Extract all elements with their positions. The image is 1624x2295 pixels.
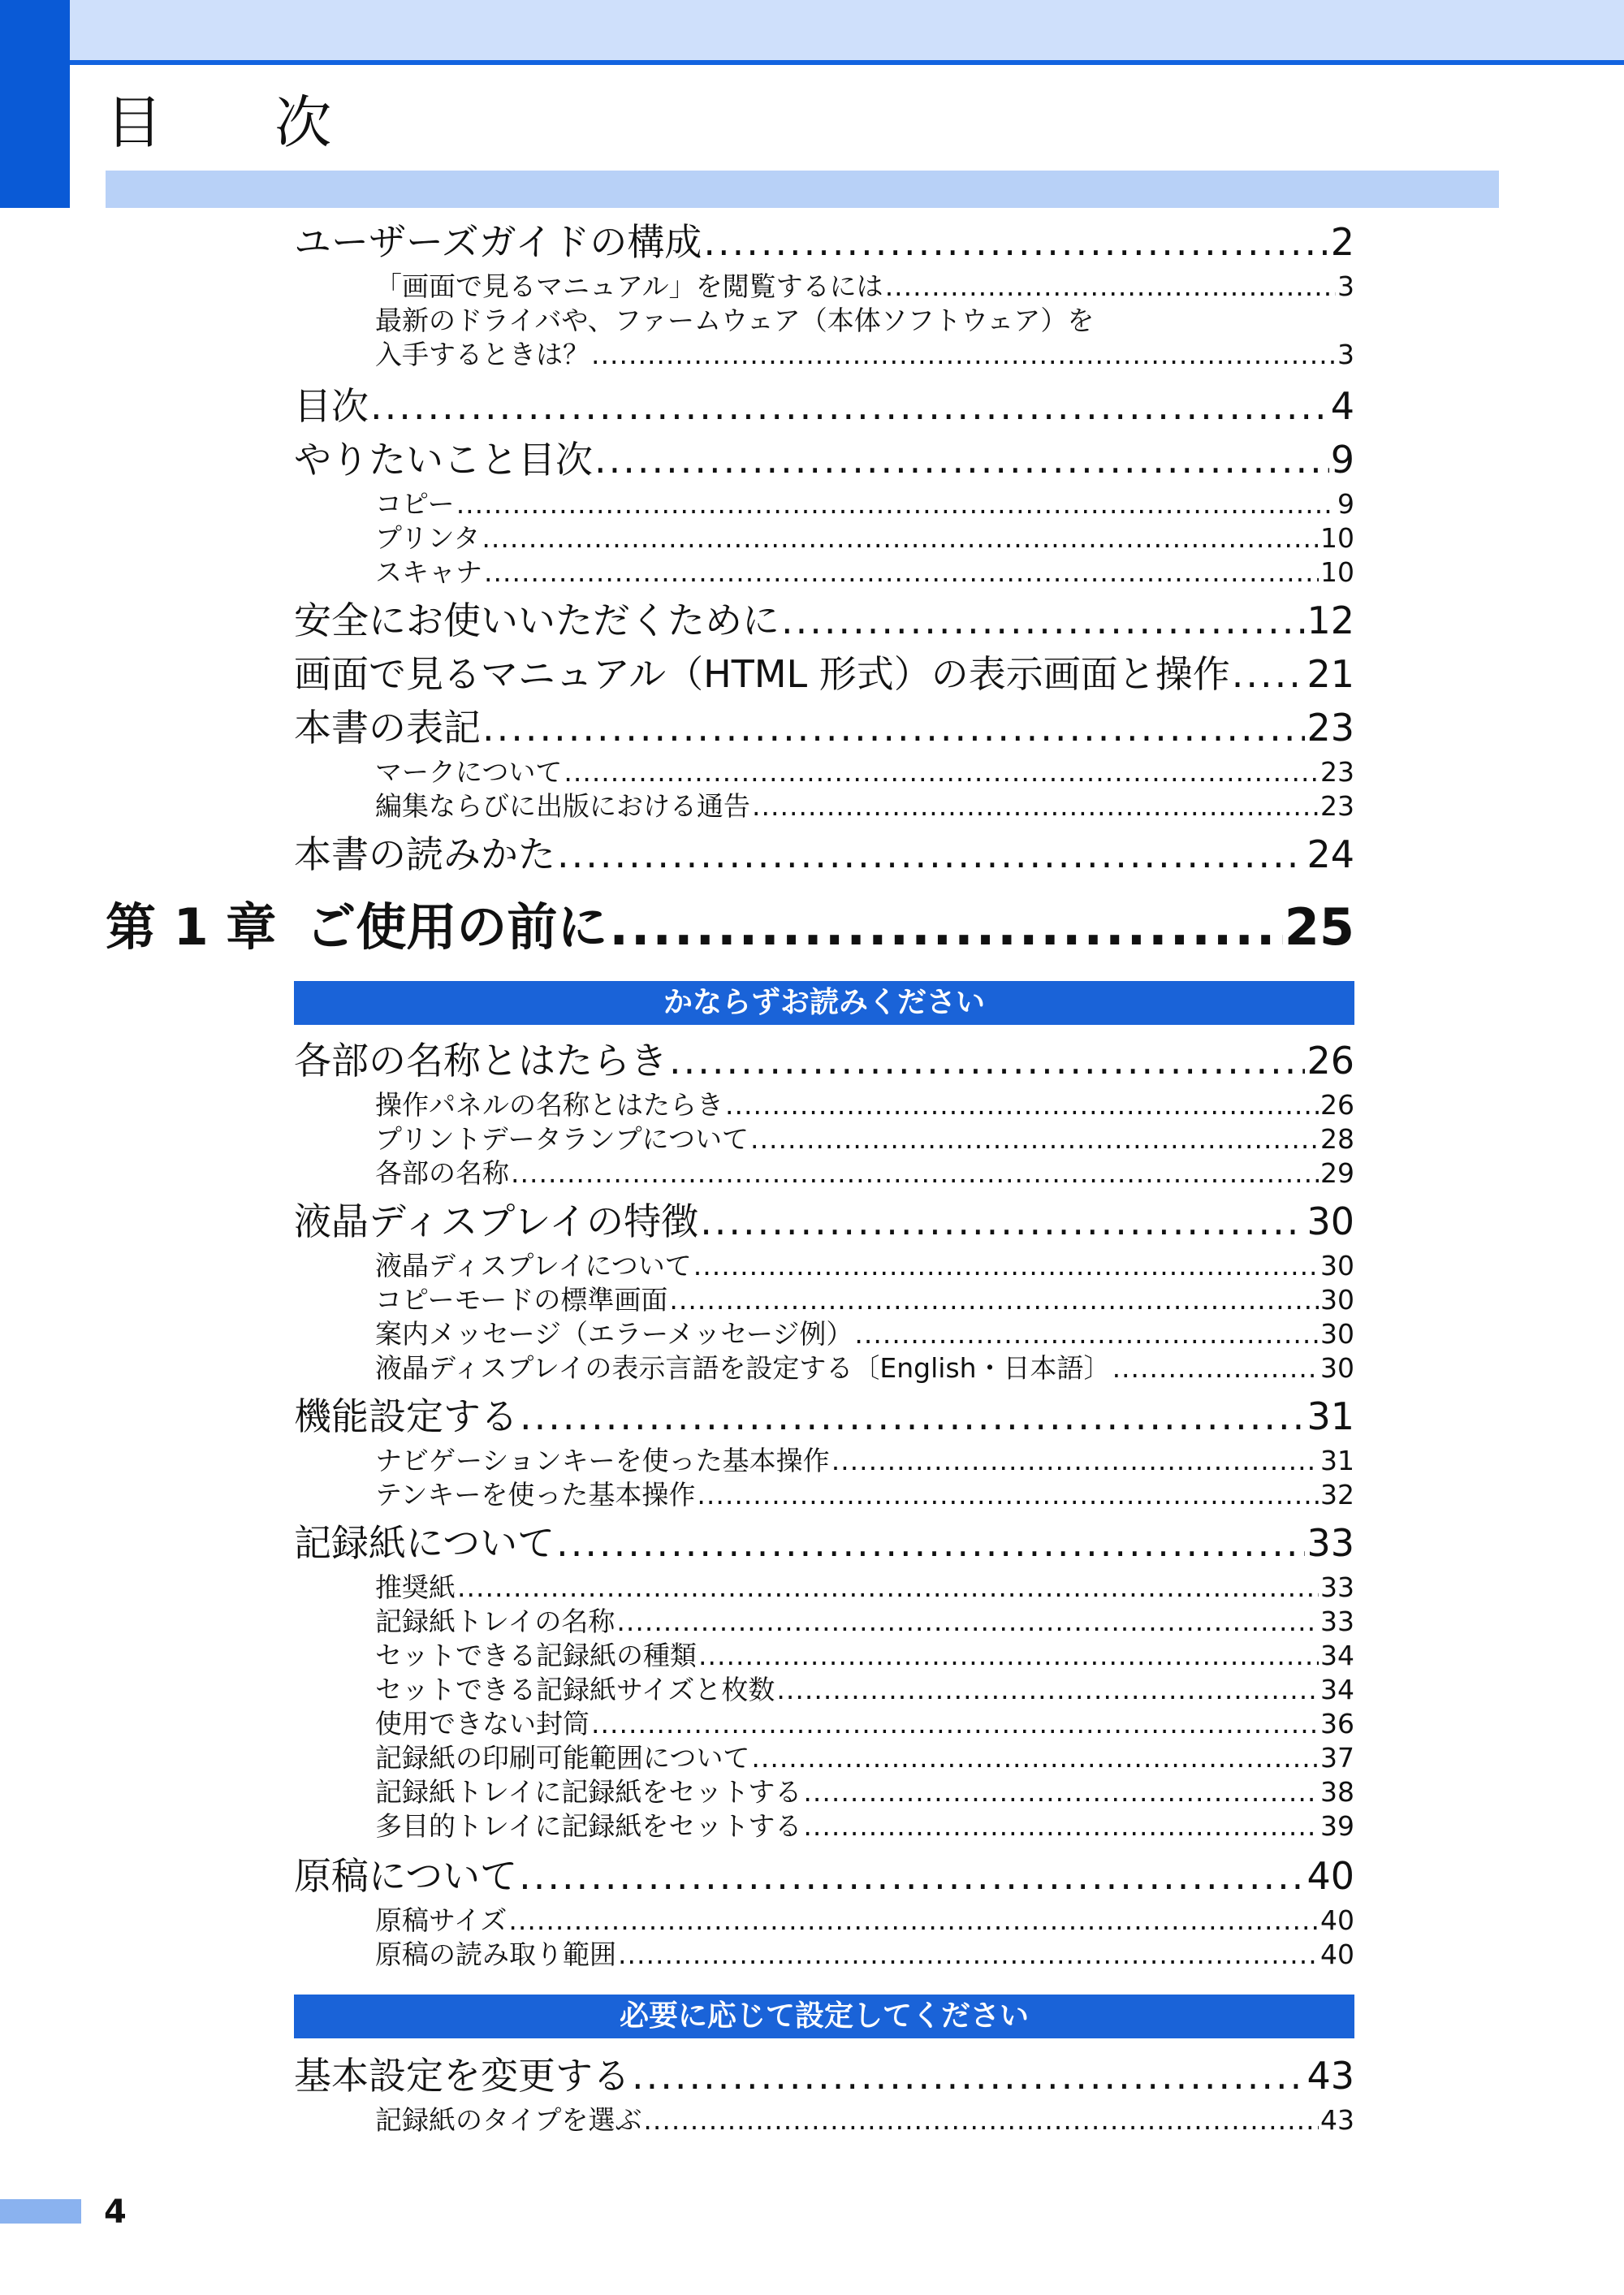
leader-dots (750, 1122, 1319, 1156)
toc-entry-page: 30 (1307, 1199, 1354, 1243)
toc-entry-page: 12 (1307, 599, 1354, 642)
leader-dots (557, 830, 1305, 879)
footer-page-number: 4 (104, 2193, 127, 2231)
leader-dots (698, 1639, 1319, 1673)
leader-dots (669, 1283, 1319, 1317)
toc-entry-page: 28 (1320, 1123, 1354, 1155)
toc-entry-label: ナビゲーションキーを使った基本操作 (375, 1445, 830, 1476)
toc-entry-label: テンキーを使った基本操作 (375, 1479, 696, 1511)
page-title: 目 次 (106, 89, 379, 156)
leader-dots (1232, 650, 1306, 698)
leader-dots (697, 1478, 1319, 1512)
toc-entry-lcd[interactable] (294, 1197, 1354, 1246)
toc-entry-nav-keys[interactable] (375, 1444, 1354, 1478)
toc-entry-ten-keys[interactable] (375, 1478, 1354, 1512)
toc-entry-label: 本書の表記 (294, 706, 481, 750)
toc-entry-print-lamp[interactable] (375, 1122, 1354, 1156)
toc-entry-page: 31 (1320, 1445, 1354, 1476)
toc-entry-load-mp-tray[interactable] (375, 1809, 1354, 1843)
toc-chapter-1[interactable] (106, 897, 1354, 958)
toc-entry-page: 30 (1320, 1318, 1354, 1350)
toc-entry-page: 34 (1320, 1640, 1354, 1671)
toc-entry-page: 30 (1320, 1250, 1354, 1281)
toc-entry-label: 基本設定を変更する (294, 2054, 630, 2098)
toc-entry-page: 43 (1307, 2054, 1354, 2098)
toc-entry-page: 26 (1320, 1089, 1354, 1121)
toc-entry-paper[interactable] (294, 1519, 1354, 1567)
chapter-page: 25 (1284, 897, 1354, 957)
toc-entry-label: 記録紙トレイに記録紙をセットする (375, 1776, 802, 1808)
banner-settings: 必要に応じて設定してください (294, 1995, 1354, 2038)
toc-entry-label: 案内メッセージ（エラーメッセージ例） (375, 1318, 853, 1350)
toc-entry-page: 3 (1337, 339, 1354, 370)
toc-entry-page: 29 (1320, 1157, 1354, 1189)
leader-dots (591, 338, 1336, 372)
leader-dots (703, 218, 1328, 266)
leader-dots (456, 487, 1336, 521)
leader-dots (457, 1571, 1319, 1605)
leader-dots (751, 1741, 1319, 1775)
chapter-title: ご使用の前に (305, 897, 608, 957)
toc-entry-page: 2 (1330, 220, 1354, 264)
toc-entry-page: 33 (1307, 1521, 1354, 1565)
toc-entry-label: やりたいこと目次 (294, 438, 593, 482)
toc-entry-label: マークについて (375, 756, 563, 788)
toc-entry-want-todo[interactable] (294, 435, 1354, 484)
toc-entry-part-names[interactable] (375, 1156, 1354, 1191)
toc-entry-language[interactable] (375, 1351, 1354, 1385)
toc-entry-label: 使用できない封筒 (375, 1708, 590, 1740)
leader-dots (700, 1197, 1305, 1246)
toc-entry-originals[interactable] (294, 1852, 1354, 1900)
toc-entry-panel-names[interactable] (375, 1088, 1354, 1122)
leader-dots (643, 2103, 1319, 2137)
toc-entry-label: 入手するときは？ (375, 339, 590, 370)
toc-entry-label: コピー (375, 488, 455, 520)
toc-entry-how-to-read[interactable] (294, 830, 1354, 879)
leader-dots (482, 521, 1319, 555)
toc-entry-copy-mode[interactable] (375, 1283, 1354, 1317)
leader-dots (776, 1673, 1319, 1707)
toc-entry-page: 33 (1320, 1606, 1354, 1637)
leader-dots (725, 1088, 1319, 1122)
toc-entry-label: 目次 (294, 384, 369, 428)
leader-dots (520, 1392, 1305, 1441)
leader-dots (511, 1156, 1319, 1191)
toc-entry-page: 32 (1320, 1479, 1354, 1511)
toc-entry-label: 各部の名称 (375, 1157, 509, 1189)
toc-entry-paper-type[interactable] (375, 2103, 1354, 2137)
toc-entry-page: 9 (1337, 488, 1354, 520)
leader-dots (752, 789, 1319, 823)
leader-dots (591, 1707, 1319, 1741)
toc-entry-parts[interactable] (294, 1036, 1354, 1085)
leader-dots (854, 1317, 1319, 1351)
leader-dots (609, 897, 1282, 958)
toc-entry-recommended-paper[interactable] (375, 1571, 1354, 1605)
toc-entry-label: 原稿の読み取り範囲 (375, 1938, 616, 1970)
toc-entry-page: 10 (1320, 556, 1354, 588)
toc-entry-page: 40 (1320, 1904, 1354, 1936)
leader-dots (556, 1519, 1305, 1567)
toc-entry-page: 23 (1320, 756, 1354, 788)
toc-entry-envelopes[interactable] (375, 1707, 1354, 1741)
toc-entry-page: 26 (1307, 1039, 1354, 1083)
toc-entry-label: 液晶ディスプレイの特徴 (294, 1199, 699, 1243)
toc-entry-label: 液晶ディスプレイの表示言語を設定する〔English・日本語〕 (375, 1352, 1111, 1384)
toc-entry-label: 本書の読みかた (294, 832, 555, 876)
toc-entry-tray-names[interactable] (375, 1605, 1354, 1639)
footer-accent-bar (0, 2199, 81, 2224)
toc-entry-label: 記録紙のタイプを選ぶ (375, 2104, 642, 2136)
toc-entry-label: 記録紙の印刷可能範囲について (375, 1742, 750, 1774)
leader-dots (803, 1809, 1319, 1843)
toc-entry-label: 多目的トレイに記録紙をセットする (375, 1810, 802, 1842)
toc-entry-label: プリントデータランプについて (375, 1123, 749, 1155)
leader-dots (632, 2051, 1305, 2100)
toc-entry-label: 原稿について (294, 1854, 518, 1898)
toc-entry-notation[interactable] (294, 703, 1354, 752)
toc-entry-page: 10 (1320, 522, 1354, 554)
leader-dots (1112, 1351, 1319, 1385)
leader-dots (616, 1605, 1319, 1639)
toc-entry-label: 記録紙について (294, 1521, 555, 1565)
toc-entry-label: 記録紙トレイの名称 (375, 1606, 615, 1637)
toc-entry-page: 9 (1330, 438, 1354, 482)
toc-entry-label: 操作パネルの名称とはたらき (375, 1089, 723, 1121)
toc-entry-page: 4 (1330, 384, 1354, 428)
leader-dots (482, 703, 1305, 752)
leader-dots (594, 435, 1329, 484)
toc-entry-scanner[interactable] (375, 555, 1354, 590)
leader-dots (781, 596, 1305, 645)
toc-entry-basic-settings[interactable] (294, 2051, 1354, 2100)
toc-entry-view-manual[interactable] (375, 270, 1354, 304)
toc-entry-label: コピーモードの標準画面 (375, 1284, 668, 1316)
toc-entry-scan-area[interactable] (375, 1938, 1354, 1972)
toc-entry-contents[interactable] (294, 382, 1354, 430)
toc-entry-page: 23 (1320, 790, 1354, 822)
toc-entry-page: 39 (1320, 1810, 1354, 1842)
toc-entry-label: セットできる記録紙の種類 (375, 1640, 697, 1671)
toc-entry-editing[interactable] (375, 789, 1354, 823)
toc-entry-safety[interactable] (294, 596, 1354, 645)
toc-entry-page: 36 (1320, 1708, 1354, 1740)
toc-entry-paper-sizes[interactable] (375, 1673, 1354, 1707)
toc-entry-copy[interactable] (375, 487, 1354, 521)
toc-entry-label: 画面で見るマニュアル（HTML 形式）の表示画面と操作 (294, 652, 1230, 696)
toc-entry-original-size[interactable] (375, 1904, 1354, 1938)
leader-dots (564, 755, 1319, 789)
toc-entry-page: 38 (1320, 1776, 1354, 1808)
banner-must-read: かならずお読みください (294, 981, 1354, 1025)
leader-dots (618, 1938, 1319, 1972)
toc-entry-settings[interactable] (294, 1392, 1354, 1441)
toc-entry-label: プリンタ (375, 522, 481, 554)
toc-entry-label: 推奨紙 (375, 1571, 456, 1603)
toc-entry-print-area[interactable] (375, 1741, 1354, 1775)
toc-entry-user-guide[interactable] (294, 218, 1354, 266)
toc-entry-page: 21 (1307, 652, 1354, 696)
toc-entry-page: 43 (1320, 2104, 1354, 2136)
toc-entry-printer[interactable] (375, 521, 1354, 555)
leader-dots (484, 555, 1319, 590)
toc-entry-lcd-about[interactable] (375, 1249, 1354, 1283)
toc-entry-label: ユーザーズガイドの構成 (294, 220, 702, 264)
toc-entry-label: 編集ならびに出版における通告 (375, 790, 750, 822)
toc-entry-label: 液晶ディスプレイについて (375, 1250, 692, 1281)
toc-entry-page: 34 (1320, 1674, 1354, 1705)
toc-entry-paper-types[interactable] (375, 1639, 1354, 1673)
leader-dots (669, 1036, 1305, 1085)
toc-entry-page: 40 (1307, 1854, 1354, 1898)
toc-entry-load-tray[interactable] (375, 1775, 1354, 1809)
toc-entry-label: 原稿サイズ (375, 1904, 508, 1936)
toc-entry-label: 各部の名称とはたらき (294, 1039, 667, 1083)
toc-entry-label: 安全にお使いいただくために (294, 599, 780, 642)
leader-dots (831, 1444, 1319, 1478)
toc-entry-html-manual[interactable] (294, 650, 1354, 698)
toc-entry-page: 37 (1320, 1742, 1354, 1774)
leader-dots (693, 1249, 1319, 1283)
toc-entry-label: 「画面で見るマニュアル」を閲覧するには (375, 270, 883, 302)
leader-dots (519, 1852, 1305, 1900)
toc-entry-page: 33 (1320, 1571, 1354, 1603)
chapter-number: 第 1 章 (106, 897, 277, 957)
toc-entry-page: 23 (1307, 706, 1354, 750)
toc-entry-label: スキャナ (375, 556, 482, 588)
toc-entry-page: 3 (1337, 270, 1354, 302)
leader-dots (370, 382, 1329, 430)
toc-entry-page: 30 (1320, 1352, 1354, 1384)
toc-entry-marks[interactable] (375, 755, 1354, 789)
toc-entry-page: 30 (1320, 1284, 1354, 1316)
toc-entry-driver-line1[interactable]: 最新のドライバや、ファームウェア（本体ソフトウェア）を (375, 305, 1095, 336)
toc-entry-label: 機能設定する (294, 1394, 518, 1438)
toc-entry-page: 31 (1307, 1394, 1354, 1438)
toc-entry-page: 24 (1307, 832, 1354, 876)
leader-dots (885, 270, 1336, 304)
toc-entry-label: セットできる記録紙サイズと枚数 (375, 1674, 775, 1705)
toc-entry-messages[interactable] (375, 1317, 1354, 1351)
leader-dots (803, 1775, 1319, 1809)
toc-entry-driver-line2[interactable] (375, 338, 1354, 372)
leader-dots (508, 1904, 1319, 1938)
toc-entry-page: 40 (1320, 1938, 1354, 1970)
